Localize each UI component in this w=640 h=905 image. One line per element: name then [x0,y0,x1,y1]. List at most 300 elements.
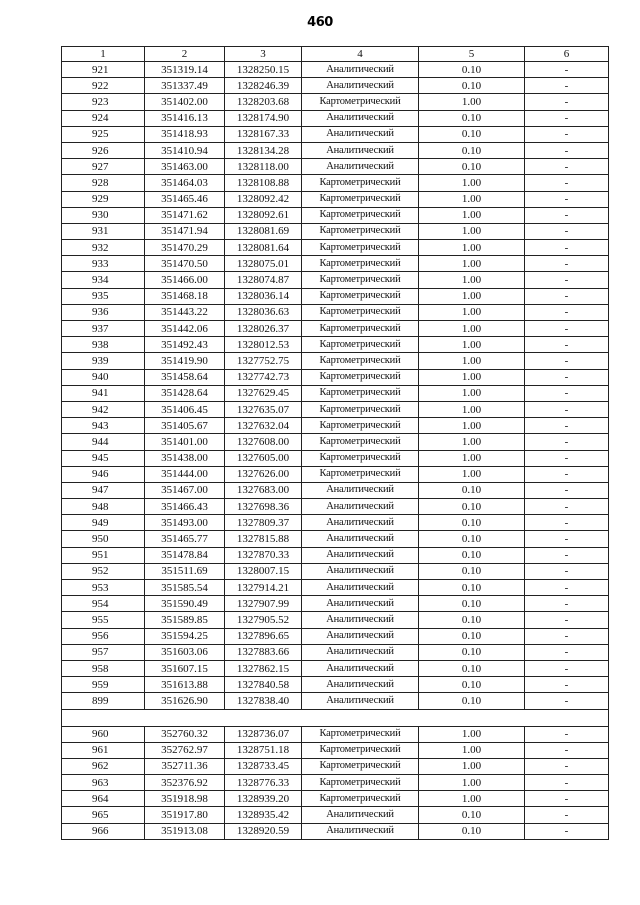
method-cell: Картометрический [302,418,419,434]
x-coordinate-cell: 351589.85 [145,612,225,628]
note-cell: - [525,110,609,126]
note-cell: - [525,401,609,417]
table-row [62,304,609,320]
table-row [62,515,609,531]
point-number-cell: 936 [62,304,145,320]
table-row [62,369,609,385]
x-coordinate-cell: 351607.15 [145,660,225,676]
accuracy-cell: 0.10 [419,628,525,644]
note-cell: - [525,272,609,288]
table-row [62,321,609,337]
x-coordinate-cell: 351492.43 [145,337,225,353]
x-coordinate-cell: 351585.54 [145,580,225,596]
x-coordinate-cell: 351405.67 [145,418,225,434]
point-number-cell: 966 [62,823,145,839]
y-coordinate-cell: 1327752.75 [225,353,302,369]
note-cell: - [525,660,609,676]
method-cell: Картометрический [302,450,419,466]
point-number-cell: 951 [62,547,145,563]
method-cell: Аналитический [302,499,419,515]
point-number-cell: 957 [62,644,145,660]
accuracy-cell: 1.00 [419,758,525,774]
y-coordinate-cell: 1328036.14 [225,288,302,304]
accuracy-cell: 1.00 [419,791,525,807]
accuracy-cell: 0.10 [419,807,525,823]
accuracy-cell: 1.00 [419,223,525,239]
accuracy-cell: 0.10 [419,677,525,693]
column-header: 2 [145,47,225,62]
x-coordinate-cell: 351416.13 [145,110,225,126]
point-number-cell: 929 [62,191,145,207]
table-row [62,628,609,644]
x-coordinate-cell: 351470.50 [145,256,225,272]
accuracy-cell: 1.00 [419,369,525,385]
x-coordinate-cell: 351466.43 [145,499,225,515]
point-number-cell: 946 [62,466,145,482]
point-number-cell: 958 [62,660,145,676]
method-cell: Картометрический [302,353,419,369]
point-number-cell: 948 [62,499,145,515]
y-coordinate-cell: 1328751.18 [225,742,302,758]
x-coordinate-cell: 351337.49 [145,78,225,94]
table-row [62,547,609,563]
note-cell: - [525,353,609,369]
method-cell: Картометрический [302,223,419,239]
accuracy-cell: 0.10 [419,660,525,676]
point-number-cell: 932 [62,240,145,256]
y-coordinate-cell: 1327605.00 [225,450,302,466]
accuracy-cell: 0.10 [419,62,525,78]
point-number-cell: 956 [62,628,145,644]
method-cell: Картометрический [302,256,419,272]
y-coordinate-cell: 1327608.00 [225,434,302,450]
note-cell: - [525,240,609,256]
point-number-cell: 942 [62,401,145,417]
accuracy-cell: 1.00 [419,256,525,272]
method-cell: Аналитический [302,580,419,596]
y-coordinate-cell: 1328134.28 [225,142,302,158]
point-number-cell: 941 [62,385,145,401]
x-coordinate-cell: 351467.00 [145,482,225,498]
method-cell: Картометрический [302,401,419,417]
accuracy-cell: 1.00 [419,434,525,450]
y-coordinate-cell: 1327626.00 [225,466,302,482]
column-header: 4 [302,47,419,62]
table-row [62,580,609,596]
point-number-cell: 935 [62,288,145,304]
point-number-cell: 925 [62,126,145,142]
point-number-cell: 921 [62,62,145,78]
point-number-cell: 931 [62,223,145,239]
x-coordinate-cell: 351465.77 [145,531,225,547]
spacer-cell [62,709,609,726]
note-cell: - [525,644,609,660]
method-cell: Картометрический [302,272,419,288]
note-cell: - [525,94,609,110]
method-cell: Картометрический [302,321,419,337]
x-coordinate-cell: 351402.00 [145,94,225,110]
x-coordinate-cell: 351471.94 [145,223,225,239]
x-coordinate-cell: 351419.90 [145,353,225,369]
y-coordinate-cell: 1327742.73 [225,369,302,385]
table-row [62,353,609,369]
accuracy-cell: 1.00 [419,353,525,369]
x-coordinate-cell: 351418.93 [145,126,225,142]
y-coordinate-cell: 1327629.45 [225,385,302,401]
x-coordinate-cell: 351603.06 [145,644,225,660]
table-row [62,791,609,807]
note-cell: - [525,791,609,807]
point-number-cell: 943 [62,418,145,434]
y-coordinate-cell: 1328920.59 [225,823,302,839]
accuracy-cell: 1.00 [419,304,525,320]
y-coordinate-cell: 1328108.88 [225,175,302,191]
y-coordinate-cell: 1328736.07 [225,726,302,742]
method-cell: Картометрический [302,304,419,320]
column-header: 6 [525,47,609,62]
x-coordinate-cell: 351590.49 [145,596,225,612]
x-coordinate-cell: 351444.00 [145,466,225,482]
point-number-cell: 949 [62,515,145,531]
table-row [62,758,609,774]
accuracy-cell: 1.00 [419,272,525,288]
y-coordinate-cell: 1327698.36 [225,499,302,515]
note-cell: - [525,207,609,223]
table-row [62,563,609,579]
point-number-cell: 952 [62,563,145,579]
method-cell: Аналитический [302,482,419,498]
method-cell: Картометрический [302,742,419,758]
accuracy-cell: 1.00 [419,401,525,417]
table-row [62,256,609,272]
x-coordinate-cell: 351626.90 [145,693,225,709]
accuracy-cell: 0.10 [419,126,525,142]
x-coordinate-cell: 351478.84 [145,547,225,563]
note-cell: - [525,175,609,191]
point-number-cell: 961 [62,742,145,758]
method-cell: Картометрический [302,791,419,807]
point-number-cell: 965 [62,807,145,823]
table-row [62,126,609,142]
x-coordinate-cell: 351470.29 [145,240,225,256]
point-number-cell: 947 [62,482,145,498]
y-coordinate-cell: 1327632.04 [225,418,302,434]
x-coordinate-cell: 352762.97 [145,742,225,758]
point-number-cell: 960 [62,726,145,742]
method-cell: Аналитический [302,142,419,158]
note-cell: - [525,531,609,547]
note-cell: - [525,807,609,823]
point-number-cell: 940 [62,369,145,385]
point-number-cell: 954 [62,596,145,612]
x-coordinate-cell: 351465.46 [145,191,225,207]
method-cell: Аналитический [302,596,419,612]
x-coordinate-cell: 351468.18 [145,288,225,304]
y-coordinate-cell: 1328075.01 [225,256,302,272]
point-number-cell: 945 [62,450,145,466]
table-row [62,223,609,239]
method-cell: Аналитический [302,62,419,78]
x-coordinate-cell: 351493.00 [145,515,225,531]
note-cell: - [525,580,609,596]
table-row [62,823,609,839]
y-coordinate-cell: 1327896.65 [225,628,302,644]
note-cell: - [525,758,609,774]
table-row [62,612,609,628]
table-row [62,78,609,94]
point-number-cell: 926 [62,142,145,158]
method-cell: Картометрический [302,191,419,207]
y-coordinate-cell: 1328776.33 [225,775,302,791]
point-number-cell: 933 [62,256,145,272]
method-cell: Аналитический [302,159,419,175]
y-coordinate-cell: 1328935.42 [225,807,302,823]
accuracy-cell: 0.10 [419,563,525,579]
method-cell: Аналитический [302,531,419,547]
point-number-cell: 934 [62,272,145,288]
note-cell: - [525,547,609,563]
table-row [62,207,609,223]
note-cell: - [525,677,609,693]
y-coordinate-cell: 1328118.00 [225,159,302,175]
y-coordinate-cell: 1327907.99 [225,596,302,612]
note-cell: - [525,418,609,434]
table-row [62,742,609,758]
method-cell: Картометрический [302,466,419,482]
point-number-cell: 955 [62,612,145,628]
method-cell: Аналитический [302,110,419,126]
y-coordinate-cell: 1328074.87 [225,272,302,288]
y-coordinate-cell: 1327838.40 [225,693,302,709]
method-cell: Аналитический [302,660,419,676]
table-row [62,240,609,256]
x-coordinate-cell: 351613.88 [145,677,225,693]
table-header-row [62,47,609,62]
y-coordinate-cell: 1327862.15 [225,660,302,676]
accuracy-cell: 1.00 [419,240,525,256]
x-coordinate-cell: 351401.00 [145,434,225,450]
x-coordinate-cell: 351458.64 [145,369,225,385]
accuracy-cell: 0.10 [419,693,525,709]
table-row [62,775,609,791]
method-cell: Картометрический [302,385,419,401]
accuracy-cell: 0.10 [419,547,525,563]
x-coordinate-cell: 352376.92 [145,775,225,791]
accuracy-cell: 0.10 [419,482,525,498]
y-coordinate-cell: 1328733.45 [225,758,302,774]
y-coordinate-cell: 1328081.69 [225,223,302,239]
note-cell: - [525,466,609,482]
note-cell: - [525,693,609,709]
table-body [62,62,609,840]
method-cell: Картометрический [302,369,419,385]
accuracy-cell: 1.00 [419,175,525,191]
table-row [62,110,609,126]
y-coordinate-cell: 1327840.58 [225,677,302,693]
table-row [62,337,609,353]
point-number-cell: 964 [62,791,145,807]
point-number-cell: 923 [62,94,145,110]
accuracy-cell: 1.00 [419,726,525,742]
x-coordinate-cell: 351442.06 [145,321,225,337]
accuracy-cell: 0.10 [419,823,525,839]
accuracy-cell: 0.10 [419,580,525,596]
y-coordinate-cell: 1328026.37 [225,321,302,337]
page-number: 460 [307,15,333,30]
table-row [62,693,609,709]
accuracy-cell: 1.00 [419,94,525,110]
table-row [62,62,609,78]
note-cell: - [525,223,609,239]
y-coordinate-cell: 1328174.90 [225,110,302,126]
accuracy-cell: 1.00 [419,207,525,223]
table-row [62,482,609,498]
point-number-cell: 922 [62,78,145,94]
accuracy-cell: 1.00 [419,288,525,304]
point-number-cell: 950 [62,531,145,547]
x-coordinate-cell: 351406.45 [145,401,225,417]
column-header: 1 [62,47,145,62]
method-cell: Аналитический [302,78,419,94]
note-cell: - [525,62,609,78]
y-coordinate-cell: 1328939.20 [225,791,302,807]
point-number-cell: 953 [62,580,145,596]
method-cell: Картометрический [302,337,419,353]
note-cell: - [525,742,609,758]
method-cell: Картометрический [302,288,419,304]
point-number-cell: 930 [62,207,145,223]
note-cell: - [525,482,609,498]
note-cell: - [525,563,609,579]
accuracy-cell: 0.10 [419,159,525,175]
y-coordinate-cell: 1327883.66 [225,644,302,660]
note-cell: - [525,726,609,742]
table-row [62,272,609,288]
method-cell: Картометрический [302,726,419,742]
note-cell: - [525,369,609,385]
table-row [62,401,609,417]
x-coordinate-cell: 351319.14 [145,62,225,78]
method-cell: Картометрический [302,434,419,450]
table-row [62,726,609,742]
accuracy-cell: 0.10 [419,644,525,660]
method-cell: Аналитический [302,126,419,142]
accuracy-cell: 0.10 [419,596,525,612]
method-cell: Аналитический [302,807,419,823]
note-cell: - [525,321,609,337]
y-coordinate-cell: 1328167.33 [225,126,302,142]
table-row [62,644,609,660]
method-cell: Картометрический [302,175,419,191]
y-coordinate-cell: 1328007.15 [225,563,302,579]
y-coordinate-cell: 1327683.00 [225,482,302,498]
accuracy-cell: 0.10 [419,612,525,628]
method-cell: Аналитический [302,515,419,531]
column-header: 5 [419,47,525,62]
y-coordinate-cell: 1328092.42 [225,191,302,207]
accuracy-cell: 0.10 [419,515,525,531]
x-coordinate-cell: 351463.00 [145,159,225,175]
point-number-cell: 928 [62,175,145,191]
table-row [62,159,609,175]
table-row [62,385,609,401]
table-row [62,175,609,191]
method-cell: Аналитический [302,612,419,628]
table-row [62,142,609,158]
table-row [62,596,609,612]
point-number-cell: 959 [62,677,145,693]
method-cell: Аналитический [302,563,419,579]
table-row [62,466,609,482]
note-cell: - [525,288,609,304]
point-number-cell: 927 [62,159,145,175]
x-coordinate-cell: 351913.08 [145,823,225,839]
table-row [62,531,609,547]
method-cell: Картометрический [302,94,419,110]
y-coordinate-cell: 1327905.52 [225,612,302,628]
note-cell: - [525,142,609,158]
y-coordinate-cell: 1328036.63 [225,304,302,320]
accuracy-cell: 0.10 [419,499,525,515]
accuracy-cell: 1.00 [419,418,525,434]
x-coordinate-cell: 351466.00 [145,272,225,288]
accuracy-cell: 1.00 [419,775,525,791]
y-coordinate-cell: 1328246.39 [225,78,302,94]
note-cell: - [525,304,609,320]
y-coordinate-cell: 1327635.07 [225,401,302,417]
note-cell: - [525,434,609,450]
x-coordinate-cell: 351471.62 [145,207,225,223]
table-row [62,660,609,676]
accuracy-cell: 1.00 [419,742,525,758]
method-cell: Картометрический [302,240,419,256]
note-cell: - [525,126,609,142]
table-row [62,434,609,450]
method-cell: Картометрический [302,758,419,774]
point-number-cell: 962 [62,758,145,774]
accuracy-cell: 1.00 [419,191,525,207]
accuracy-cell: 0.10 [419,110,525,126]
note-cell: - [525,499,609,515]
y-coordinate-cell: 1328250.15 [225,62,302,78]
x-coordinate-cell: 351410.94 [145,142,225,158]
point-number-cell: 937 [62,321,145,337]
x-coordinate-cell: 352760.32 [145,726,225,742]
y-coordinate-cell: 1328081.64 [225,240,302,256]
table-spacer-row [62,709,609,726]
y-coordinate-cell: 1327914.21 [225,580,302,596]
method-cell: Картометрический [302,207,419,223]
x-coordinate-cell: 352711.36 [145,758,225,774]
point-number-cell: 938 [62,337,145,353]
note-cell: - [525,337,609,353]
x-coordinate-cell: 351428.64 [145,385,225,401]
y-coordinate-cell: 1327809.37 [225,515,302,531]
y-coordinate-cell: 1328012.53 [225,337,302,353]
note-cell: - [525,78,609,94]
x-coordinate-cell: 351511.69 [145,563,225,579]
accuracy-cell: 0.10 [419,142,525,158]
method-cell: Аналитический [302,823,419,839]
table-row [62,499,609,515]
note-cell: - [525,256,609,272]
y-coordinate-cell: 1328092.61 [225,207,302,223]
column-header: 3 [225,47,302,62]
note-cell: - [525,191,609,207]
y-coordinate-cell: 1327870.33 [225,547,302,563]
note-cell: - [525,823,609,839]
method-cell: Аналитический [302,644,419,660]
